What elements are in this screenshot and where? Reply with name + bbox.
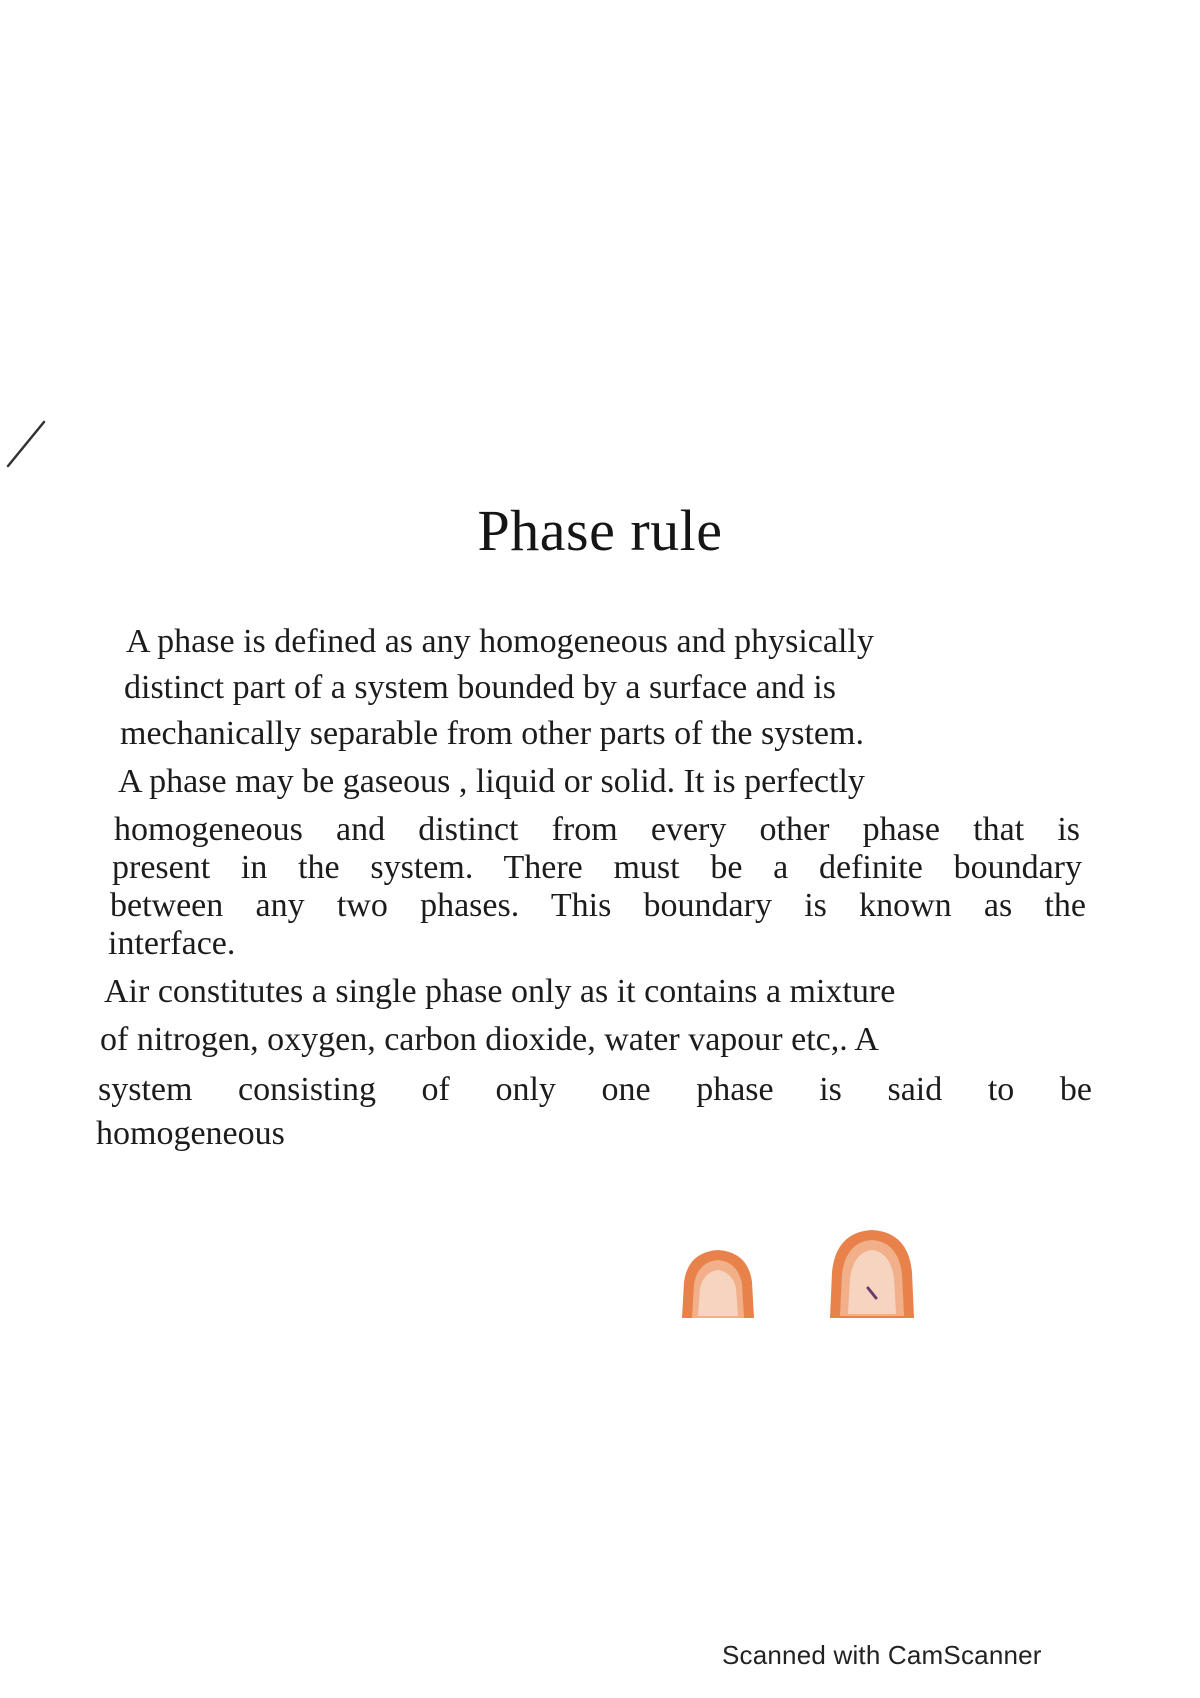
fingertip-right-image <box>828 1228 916 1318</box>
paragraph3-line-3: system consisting of only one phase is said to be <box>98 1071 1092 1108</box>
paragraph2-line-1: A phase may be gaseous , liquid or solid. It is perfectly <box>118 763 865 800</box>
paragraph1-line-2: distinct part of a system bounded by a surface and is <box>124 669 836 706</box>
paragraph1-line-1: A phase is defined as any homogeneous and physically <box>126 623 874 660</box>
paragraph1-line-3: mechanically separable from other parts of the system. <box>120 715 864 752</box>
paragraph3-line-4: homogeneous <box>96 1115 285 1152</box>
paragraph2-line-2: homogeneous and distinct from every other phase that is <box>114 811 1080 848</box>
pen-stroke-mark <box>4 420 48 470</box>
paragraph2-line-5: interface. <box>108 925 236 962</box>
paragraph2-line-4: between any two phases. This boundary is known as the <box>110 887 1086 924</box>
paragraph2-line-3: present in the system. There must be a definite boundary <box>112 849 1082 886</box>
paragraph3-line-2: of nitrogen, oxygen, carbon dioxide, water vapour etc,. A <box>100 1021 879 1058</box>
camscanner-watermark: Scanned with CamScanner <box>722 1640 1042 1670</box>
paragraph3-line-1: Air constitutes a single phase only as it contains a mixture <box>104 973 896 1010</box>
page-title: Phase rule <box>477 498 723 563</box>
fingertip-left-image <box>680 1248 756 1318</box>
